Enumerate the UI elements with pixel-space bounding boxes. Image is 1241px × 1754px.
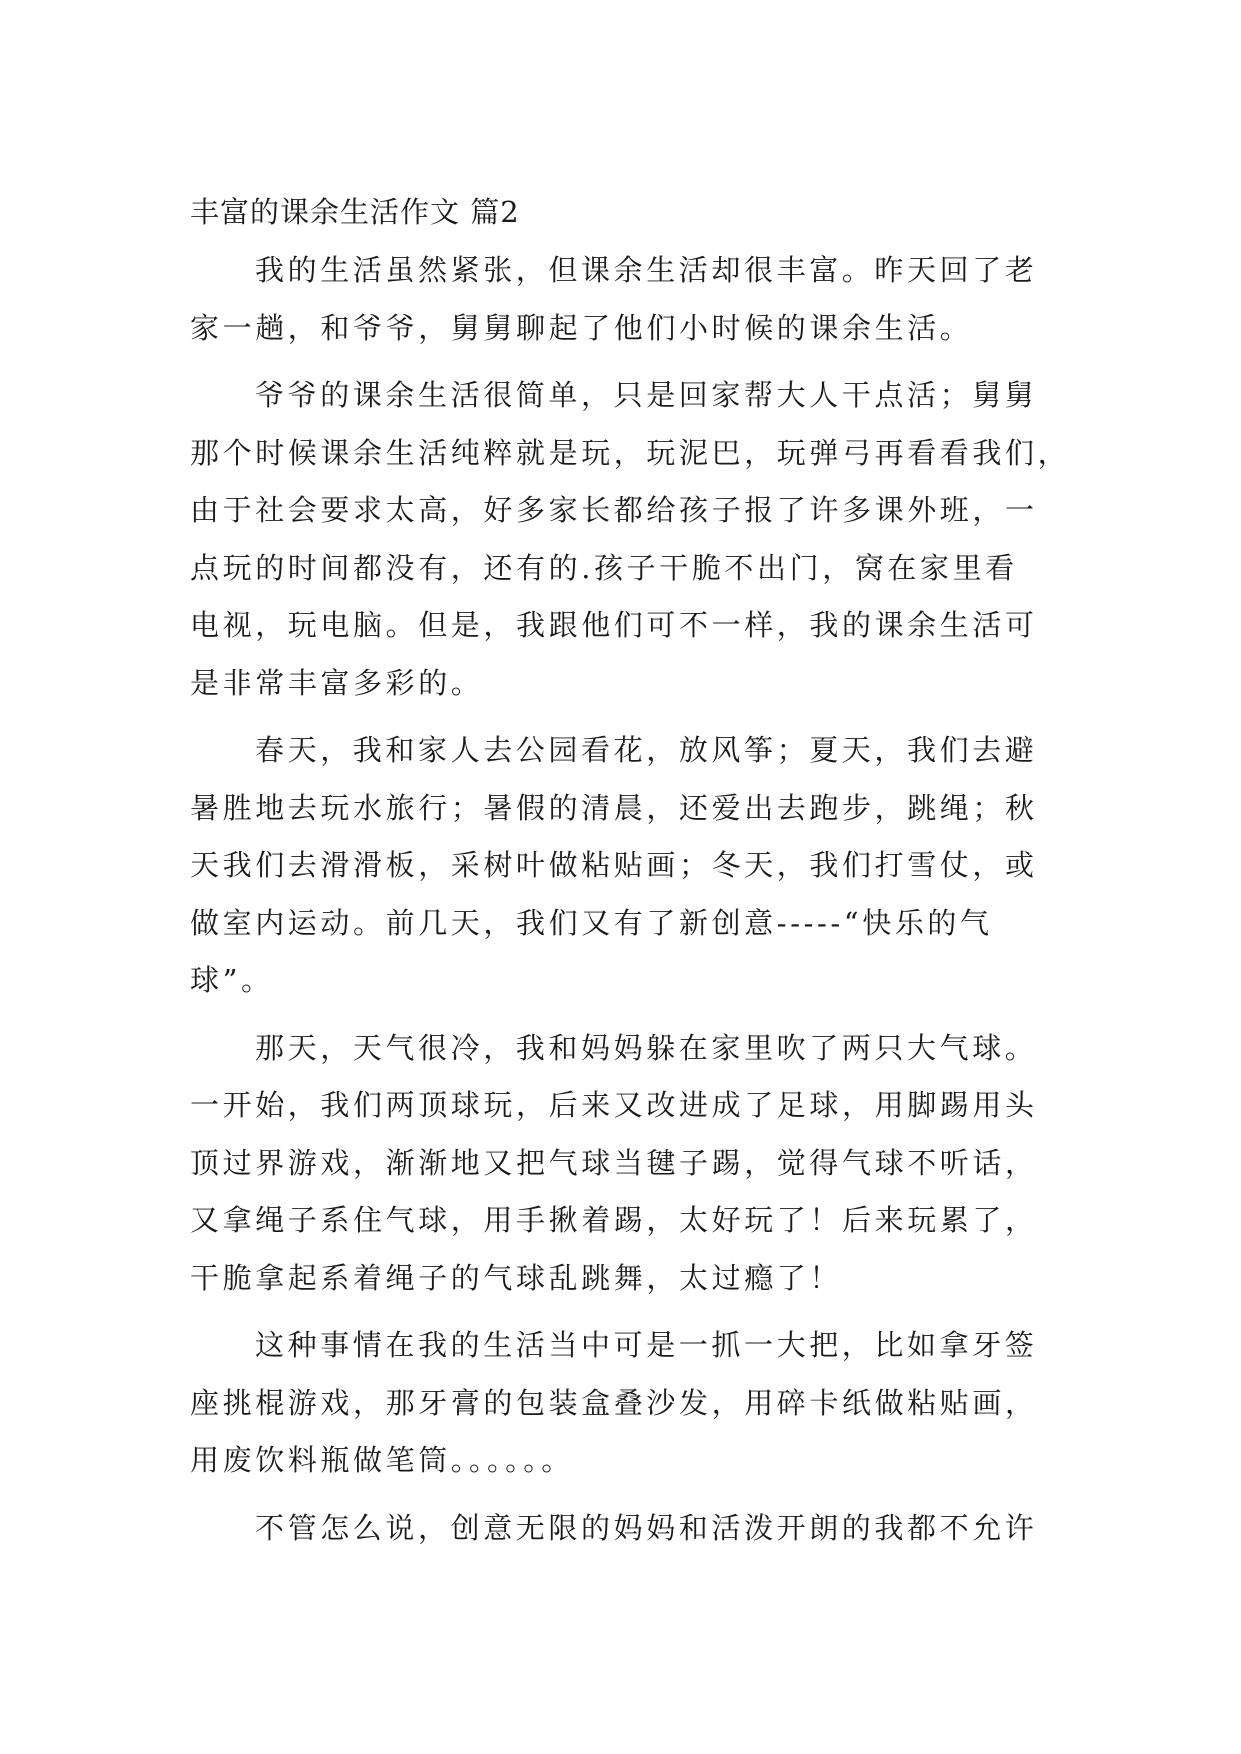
- text-line: 家一趟，和爷爷，舅舅聊起了他们小时候的课余生活。: [190, 310, 973, 345]
- text-line: 那个时候课余生活纯粹就是玩，玩泥巴，玩弹弓再看看我们，: [190, 435, 1071, 470]
- text-line: 球”。: [190, 963, 274, 997]
- text-line: 是非常丰富多彩的。: [190, 665, 484, 700]
- paragraph-4: [190, 1020, 1052, 1308]
- paragraph-1: [190, 242, 1052, 357]
- paragraph-3: [190, 722, 1052, 1010]
- text-line: 又拿绳子系住气球，用手揪着踢，太好玩了！后来玩累了，: [190, 1203, 1038, 1237]
- text-line: 我的生活虽然紧张，但课余生活却很丰富。昨天回了老: [255, 253, 1038, 287]
- paragraph-6: [190, 1500, 1052, 1558]
- text-line: 这种事情在我的生活当中可是一抓一大把，比如拿牙签: [255, 1328, 1038, 1362]
- document-title: 丰富的课余生活作文 篇2: [190, 195, 520, 229]
- text-line: 由于社会要求太高，好多家长都给孩子报了许多课外班，一: [190, 493, 1038, 527]
- text-line: 不管怎么说，创意无限的妈妈和活泼开朗的我都不允许: [255, 1510, 1038, 1545]
- text-line: 春天，我和家人去公园看花，放风筝；夏天，我们去避: [255, 733, 1038, 767]
- text-line: 电视，玩电脑。但是，我跟他们可不一样，我的课余生活可: [190, 608, 1038, 642]
- text-line: 一开始，我们两顶球玩，后来又改进成了足球，用脚踢用头: [190, 1088, 1038, 1122]
- text-line: 点玩的时间都没有，还有的.孩子干脆不出门，窝在家里看: [190, 550, 1018, 585]
- text-line: 座挑棍游戏，那牙膏的包装盒叠沙发，用碎卡纸做粘贴画，: [190, 1385, 1038, 1420]
- text-line: 顶过界游戏，渐渐地又把气球当毽子踢，觉得气球不听话，: [190, 1145, 1038, 1180]
- text-line: 天我们去滑滑板，采树叶做粘贴画；冬天，我们打雪仗，或: [190, 848, 1038, 882]
- text-line: 用废饮料瓶做笔筒。。。。。。: [190, 1443, 574, 1477]
- text-line: 爷爷的课余生活很简单，只是回家帮大人干点活；舅舅: [255, 378, 1038, 412]
- paragraph-2: [190, 367, 1071, 712]
- paragraph-5: [190, 1317, 1052, 1490]
- text-line: 做室内运动。前几天，我们又有了新创意-----“快乐的气: [190, 905, 993, 940]
- text-line: 干脆拿起系着绳子的气球乱跳舞，太过瘾了！: [190, 1260, 843, 1295]
- text-line: 暑胜地去玩水旅行；暑假的清晨，还爱出去跑步，跳绳；秋: [190, 790, 1038, 825]
- text-line: 那天，天气很冷，我和妈妈躲在家里吹了两只大气球。: [255, 1030, 1038, 1065]
- document-page: [190, 192, 1071, 1557]
